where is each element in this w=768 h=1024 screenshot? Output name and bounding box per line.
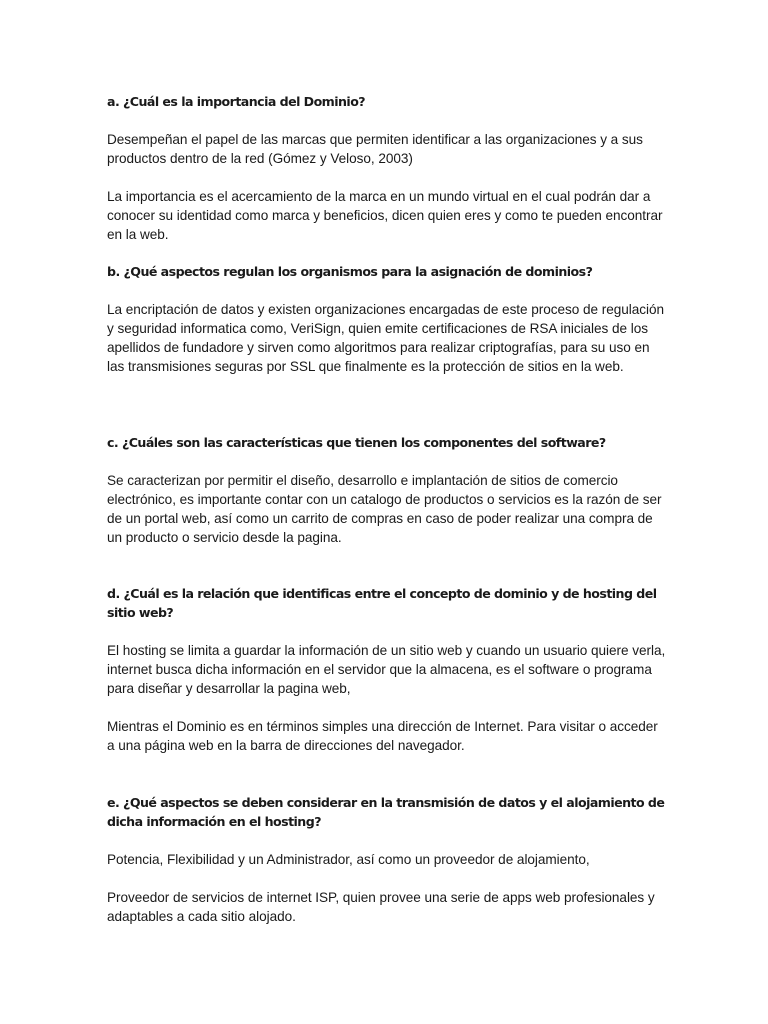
question-b-heading: b. ¿Qué aspectos regulan los organismos para la asignación de dominios? xyxy=(107,264,593,279)
answer-a-paragraph-2: La importancia es el acercamiento de la marca en un mundo virtual en el cual podrán dar a conocer su identidad como marca y beneficios, dicen quien eres y como te pueden encontrar en la web. xyxy=(107,189,663,242)
question-c-heading: c. ¿Cuáles son las características que tienen los componentes del software? xyxy=(107,435,606,450)
question-d-heading: d. ¿Cuál es la relación que identificas entre el concepto de dominio y de hosting del sitio web? xyxy=(107,586,657,620)
answer-b-paragraph-1: La encriptación de datos y existen organizaciones encargadas de este proceso de regulación y seguridad informatica como, VeriSign, quien emite certificaciones de RSA iniciales de los apellidos de fundadore y sirven como algoritmos para realizar criptografías, para su uso en las transmisiones seguras por SSL que finalmente es la protección de sitios en la web. xyxy=(107,302,664,374)
answer-d-paragraph-2: Mientras el Dominio es en términos simples una dirección de Internet. Para visitar o acceder a una página web en la barra de direcciones del navegador. xyxy=(107,719,658,753)
question-e-heading: e. ¿Qué aspectos se deben considerar en la transmisión de datos y el alojamiento de dicha información en el hosting? xyxy=(107,795,665,829)
answer-e-paragraph-1: Potencia, Flexibilidad y un Administrador, así como un proveedor de alojamiento, xyxy=(107,852,590,867)
answer-e-paragraph-2: Proveedor de servicios de internet ISP, quien provee una serie de apps web profesionales y adaptables a cada sitio alojado. xyxy=(107,890,655,924)
answer-d-paragraph-1: El hosting se limita a guardar la información de un sitio web y cuando un usuario quiere verla, internet busca dicha información en el servidor que la almacena, es el software o programa para diseñar y desarrollar la pagina web, xyxy=(107,643,666,696)
answer-a-paragraph-1: Desempeñan el papel de las marcas que permiten identificar a las organizaciones y a sus productos dentro de la red (Gómez y Veloso, 2003) xyxy=(107,132,643,166)
question-a-heading: a. ¿Cuál es la importancia del Dominio? xyxy=(107,94,366,109)
answer-c-paragraph-1: Se caracterizan por permitir el diseño, desarrollo e implantación de sitios de comercio electrónico, es importante contar con un catalogo de productos o servicios es la razón de ser de un portal web, así como un carrito de compras en caso de poder realizar una compra de un producto o servicio desde la pagina. xyxy=(107,473,662,545)
